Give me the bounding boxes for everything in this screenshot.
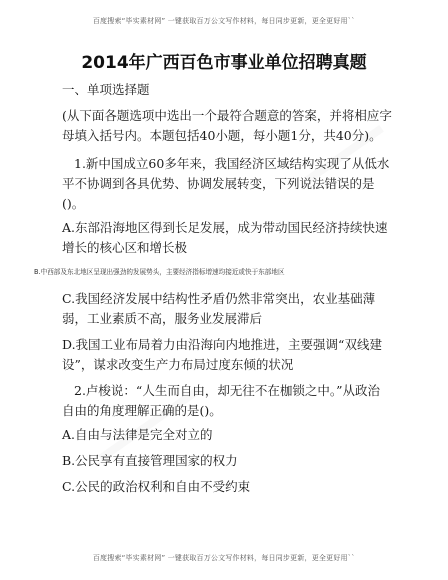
question-stem: 2.卢梭说：“人生而自由，却无往不在枷锁之中。”从政治自由的角度理解正确的是()。 [62, 383, 380, 418]
option-b: B.公民享有直接管理国家的权力 [62, 453, 238, 468]
instruction-text: (从下面各题选项中选出一个最符合题意的答案，并将相应字母填入括号内。本题包括40小题，每小题1分，共40分)。 [62, 108, 392, 143]
option-d: D.我国工业布局着力由沿海向内地推进，主要强调“双线建设”，谋求改变生产力布局过度东倾的状况 [62, 337, 382, 372]
option-b: B.中西部及东北地区呈现出强劲的发展势头，主要经济指标增速均接近或快于东部地区 [34, 268, 285, 276]
option-a: A.东部沿海地区得到长足发展，成为带动国民经济持续快速增长的核心区和增长极 [62, 220, 388, 255]
header-banner: 百度搜索“毕实素材网” 一键获取百万公文写作材料，每日同步更新，更全更好用`` [92, 17, 356, 25]
question-stem: 1.新中国成立60多年来，我国经济区域结构实现了从低水平不协调到各具优势、协调发展转变，下列说法错误的是()。 [62, 156, 390, 211]
option-a: A.自由与法律是完全对立的 [62, 427, 213, 442]
section-heading: 一、单项选择题 [62, 82, 150, 97]
question-2 [62, 381, 392, 497]
document-body [34, 80, 392, 503]
question-1 [34, 154, 392, 375]
page-title: 2014年广西百色市事业单位招聘真题 [81, 53, 367, 73]
option-c: C.公民的政治权利和自由不受约束 [62, 479, 251, 494]
option-c: C.我国经济发展中结构性矛盾仍然非常突出，农业基础薄弱，工业素质不高，服务业发展滞后 [62, 291, 376, 326]
footer-banner: 百度搜索“毕实素材网” 一键获取百万公文写作材料，每日同步更新，更全更好用`` [92, 554, 356, 562]
